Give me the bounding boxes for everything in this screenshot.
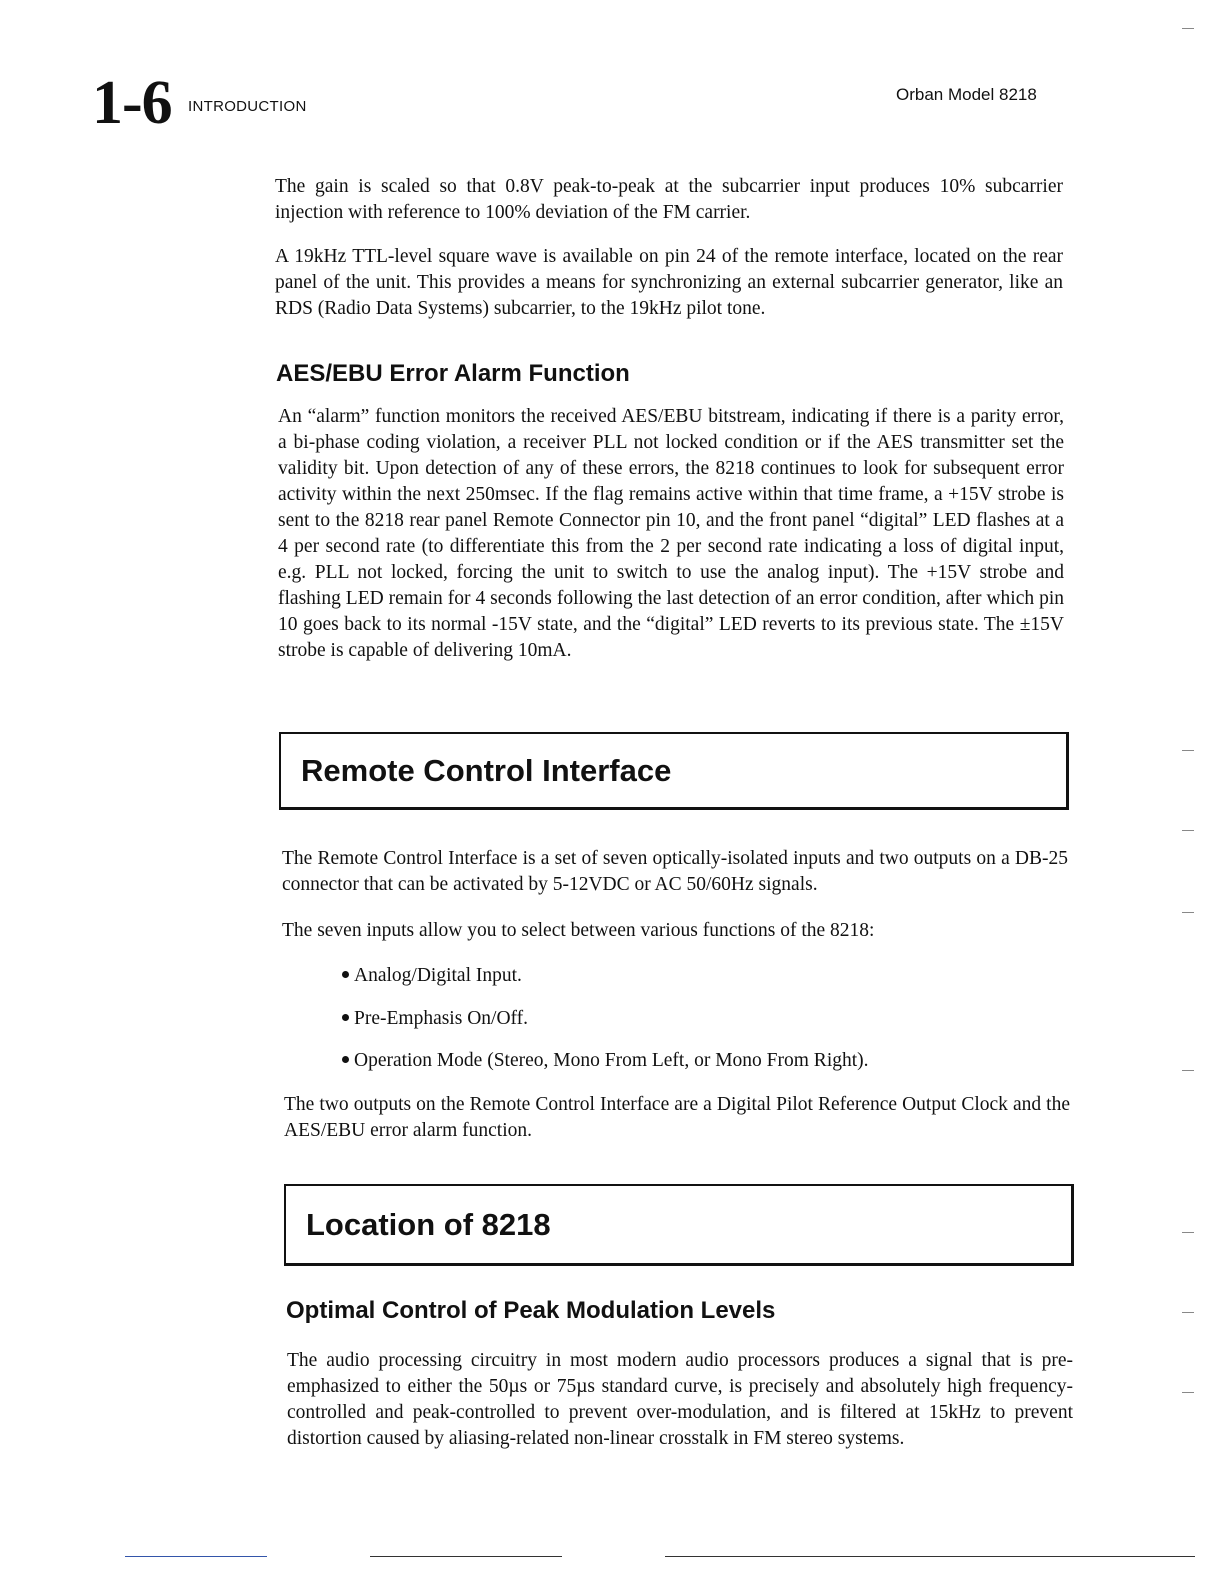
paragraph-peak-modulation: The audio processing circuitry in most modern audio processors produces a signal that is pre-emphasized to either the 50µs or 75µs standard curve, is precisely and absolutely high frequency-controlled and peak-controlled to prevent over-modulation, and is filtered at 15kHz to prevent distortion caused by aliasing-related non-linear crosstalk in FM stereo systems. (287, 1350, 1073, 1449)
margin-mark (1182, 1392, 1194, 1393)
paragraph-pilot-square-wave: A 19kHz TTL-level square wave is available on pin 24 of the remote interface, located on the rear panel of the unit. This provides a means for synchronizing an external subcarrier generator, like an RDS (Radio Data Systems) subcarrier, to the 19kHz pilot tone. (275, 246, 1063, 319)
margin-mark (1182, 750, 1194, 751)
margin-mark (1182, 1232, 1194, 1233)
section-label: INTRODUCTION (188, 98, 307, 115)
footer-rule (370, 1556, 562, 1557)
margin-mark (1182, 1312, 1194, 1313)
bullet-text: Analog/Digital Input. (354, 965, 522, 986)
margin-mark (1182, 28, 1194, 29)
running-header: Orban Model 8218 (896, 85, 1037, 104)
bullet-text: Operation Mode (Stereo, Mono From Left, or Mono From Right). (354, 1050, 869, 1071)
section-title-remote-control: Remote Control Interface (301, 752, 672, 788)
margin-mark (1182, 830, 1194, 831)
paragraph-subcarrier-gain: The gain is scaled so that 0.8V peak-to-peak at the subcarrier input produces 10% subcarrier injection with reference to 100% deviation of the FM carrier. (275, 176, 1063, 223)
footer-rule (125, 1556, 267, 1557)
bullet-item (342, 1006, 528, 1032)
heading-peak-modulation: Optimal Control of Peak Modulation Levels (286, 1297, 776, 1324)
paragraph-aes-ebu-alarm: An “alarm” function monitors the received AES/EBU bitstream, indicating if there is a parity error, a bi-phase coding violation, a receiver PLL not locked condition or if the AES transmitter set the validity bit. Upon detection of any of these errors, the 8218 continues to look for subsequent error activity within the next 250msec. If the flag remains active within that time frame, a +15V strobe is sent to the 8218 rear panel Remote Connector pin 10, and the front panel “digital” LED flashes at a 4 per second rate (to differentiate this from the 2 per second rate indicating a loss of digital input, e.g. PLL not locked, forcing the unit to switch to use the analog input). The +15V strobe and flashing LED remain for 4 seconds following the last detection of an error condition, after which pin 10 goes back to its normal -15V state, and the “digital” LED reverts to its previous state. The ±15V strobe is capable of delivering 10mA. (278, 406, 1064, 661)
bullet-text: Pre-Emphasis On/Off. (354, 1008, 529, 1029)
bullet-dot-icon (342, 1056, 349, 1063)
heading-aes-ebu-alarm: AES/EBU Error Alarm Function (276, 360, 630, 387)
margin-mark (1182, 912, 1194, 913)
section-title-location: Location of 8218 (306, 1206, 551, 1242)
footer-rule (665, 1556, 1195, 1557)
paragraph-remote-outputs: The two outputs on the Remote Control Interface are a Digital Pilot Reference Output Clock and the AES/EBU error alarm function. (284, 1094, 1070, 1141)
bullet-item (342, 1048, 869, 1074)
paragraph-remote-intro: The Remote Control Interface is a set of seven optically-isolated inputs and two outputs on a DB-25 connector that can be activated by 5-12VDC or AC 50/60Hz signals. (282, 848, 1068, 895)
bullet-dot-icon (342, 971, 349, 978)
section-box-location (284, 1184, 1074, 1266)
margin-mark (1182, 1070, 1194, 1071)
page-number: 1-6 (92, 69, 172, 137)
bullet-dot-icon (342, 1014, 349, 1021)
paragraph-remote-inputs-lead: The seven inputs allow you to select between various functions of the 8218: (282, 920, 875, 941)
section-box-remote-control (279, 732, 1069, 810)
bullet-item (342, 963, 522, 989)
